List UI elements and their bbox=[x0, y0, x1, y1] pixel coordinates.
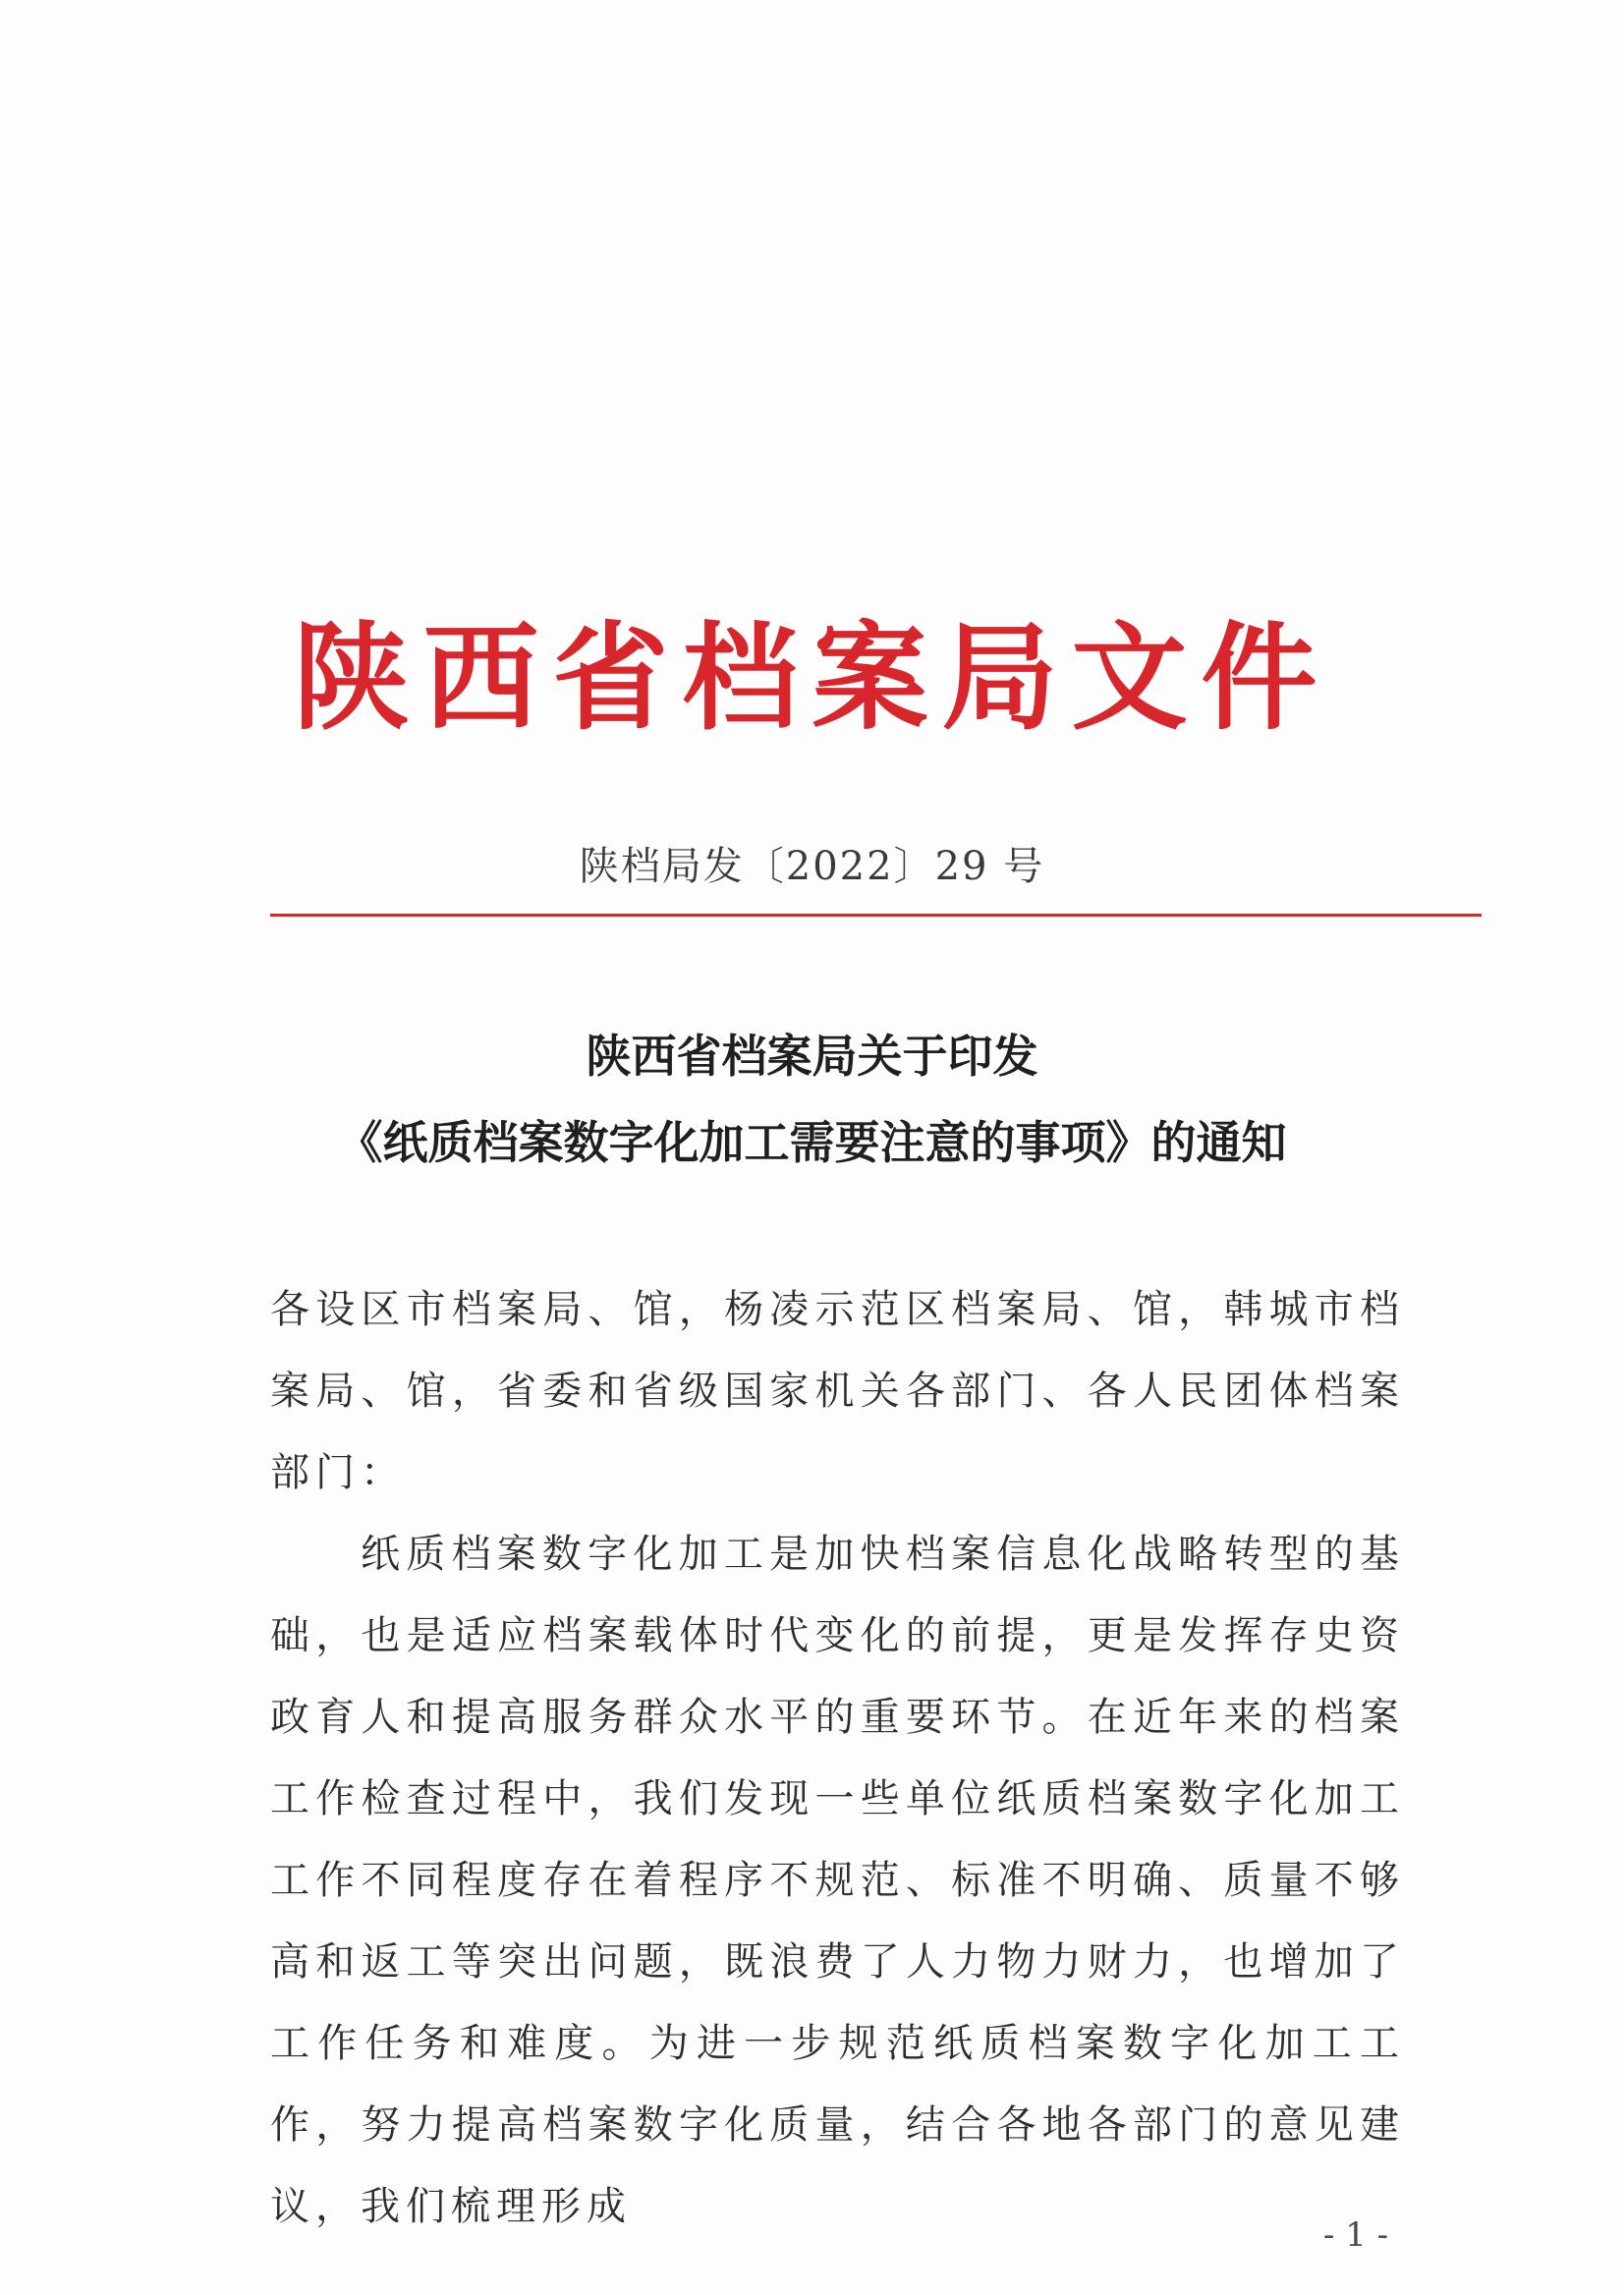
document-title-line-1: 陕西省档案局关于印发 bbox=[586, 1030, 1038, 1083]
document-number: 陕档局发〔2022〕29 号 bbox=[579, 844, 1045, 889]
red-divider-line bbox=[270, 914, 1482, 917]
recipients-paragraph: 各设区市档案局、馆，杨凌示范区档案局、馆，韩城市档案局、馆，省委和省级国家机关各部门、各人民团体档案部门： bbox=[270, 1287, 1405, 1495]
issuing-authority-header: 陕西省档案局文件 bbox=[293, 610, 1331, 746]
body-paragraph-1: 纸质档案数字化加工是加快档案信息化战略转型的基础，也是适应档案载体时代变化的前提，更是发挥存史资政育人和提高服务群众水平的重要环节。在近年来的档案工作检查过程中，我们发现一些单位纸质档案数字化加工工作不同程度存在着程序不规范、标准不明确、质量不够高和返工等突出问题，既浪费了人力物力财力，也增加了工作任务和难度。为进一步规范纸质档案数字化加工工作，努力提高档案数字化质量，结合各地各部门的意见建议，我们梳理形成 bbox=[270, 1532, 1405, 2229]
document-title-line-2: 《纸质档案数字化加工需要注意的事项》的通知 bbox=[337, 1116, 1287, 1169]
page-number: - 1 - bbox=[1322, 2215, 1389, 2255]
document-body bbox=[270, 1269, 1405, 2248]
